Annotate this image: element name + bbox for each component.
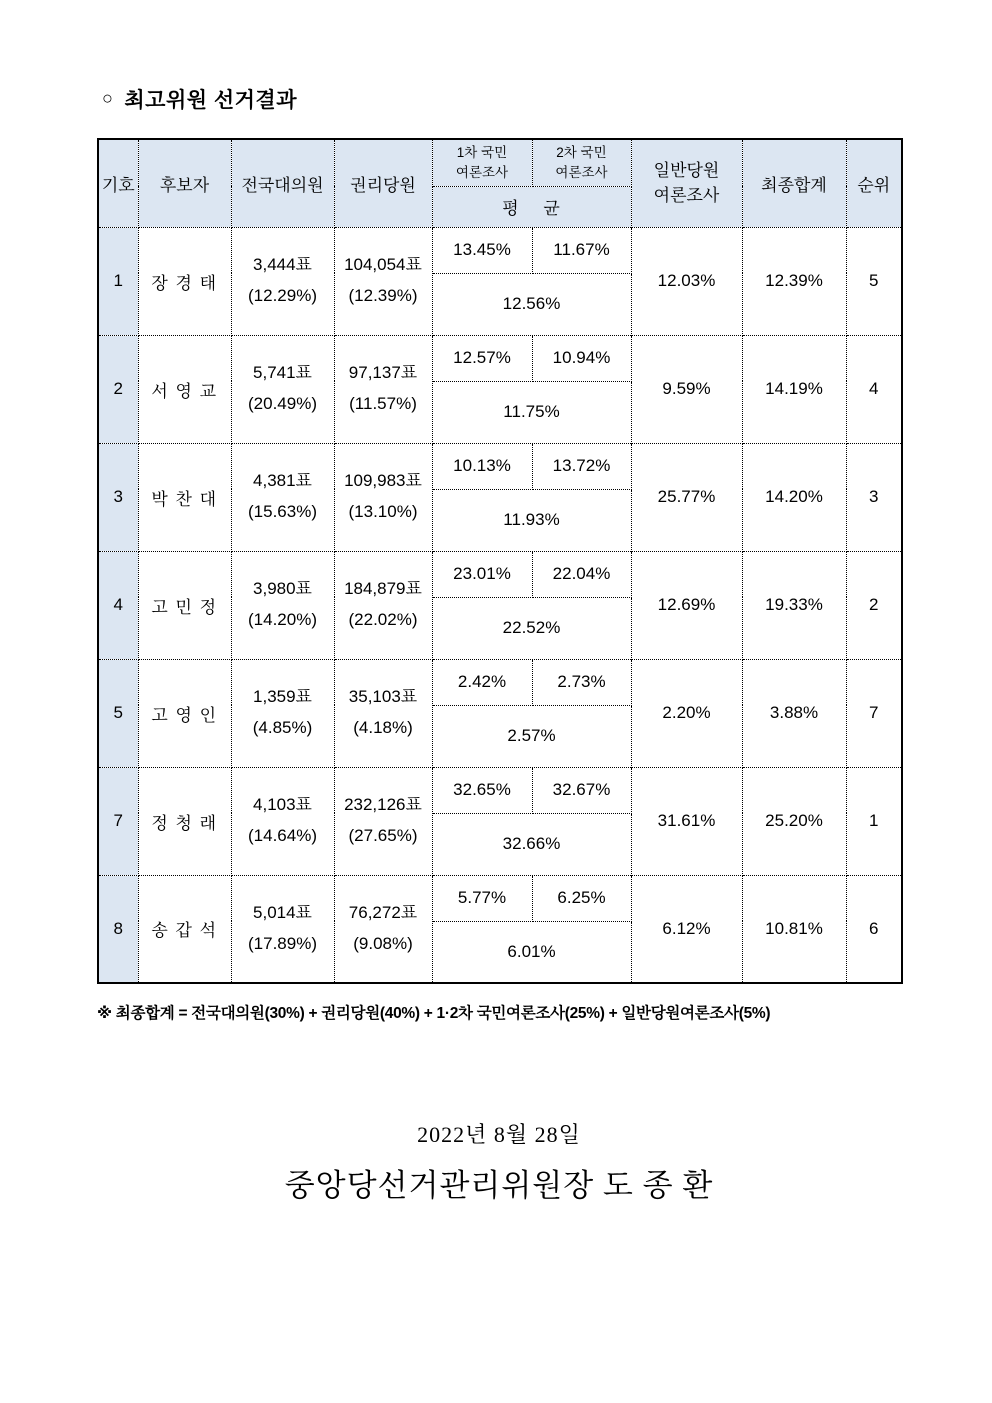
cell-poll-average: 11.75%	[432, 381, 631, 443]
cell-members-line: 184,879표	[344, 579, 422, 599]
cell-delegates-line: (14.64%)	[248, 826, 317, 845]
cell-rank: 4	[846, 335, 902, 443]
cell-members-line: 97,137표	[348, 363, 418, 383]
signature-line: 중앙당선거관리위원장 도 종 환	[284, 1168, 714, 1203]
cell-total: 12.39%	[742, 227, 846, 335]
cell-poll1: 13.45%	[432, 227, 532, 273]
cell-kiho: 2	[98, 335, 138, 443]
col-header-poll1-line: 1차 국민	[456, 144, 508, 160]
cell-poll2: 2.73%	[532, 659, 631, 705]
cell-delegates	[231, 659, 334, 767]
col-header-poll2-line: 여론조사	[555, 164, 608, 180]
cell-delegates-line: (20.49%)	[248, 394, 317, 413]
cell-poll-average: 32.66%	[432, 813, 631, 875]
table-row	[98, 443, 902, 489]
footnote: ※ 최종합계 = 전국대의원(30%) + 권리당원(40%) + 1·2차 국민여론조사(25%) + 일반당원여론조사(5%)	[97, 1005, 771, 1022]
cell-general: 12.69%	[631, 551, 742, 659]
col-header-poll1-line: 여론조사	[455, 164, 509, 180]
table-header	[98, 139, 902, 227]
table-row	[98, 767, 902, 813]
col-header-members: 권리당원	[334, 139, 432, 227]
table-body	[98, 227, 902, 983]
circle-bullet-icon: ○	[102, 87, 114, 108]
col-header-candidate: 후보자	[138, 139, 231, 227]
cell-delegates-line: (12.29%)	[248, 286, 317, 305]
cell-general: 2.20%	[631, 659, 742, 767]
col-header-kiho: 기호	[98, 139, 138, 227]
col-header-general	[631, 139, 742, 227]
col-header-delegates: 전국대의원	[231, 139, 334, 227]
col-header-poll1	[432, 139, 532, 186]
cell-candidate: 장 경 태	[138, 227, 231, 335]
cell-rank: 3	[846, 443, 902, 551]
cell-delegates	[231, 443, 334, 551]
cell-rank: 7	[846, 659, 902, 767]
cell-members-line: (12.39%)	[348, 286, 418, 305]
cell-poll2: 32.67%	[532, 767, 631, 813]
cell-members-line: (13.10%)	[348, 502, 418, 521]
cell-poll1: 12.57%	[432, 335, 532, 381]
cell-poll-average: 22.52%	[432, 597, 631, 659]
cell-kiho: 5	[98, 659, 138, 767]
cell-delegates	[231, 875, 334, 983]
cell-poll2: 6.25%	[532, 875, 631, 921]
cell-candidate: 서 영 교	[138, 335, 231, 443]
col-header-poll2-line: 2차 국민	[556, 144, 607, 160]
cell-candidate: 송 갑 석	[138, 875, 231, 983]
cell-delegates-line: 1,359표	[253, 687, 312, 707]
cell-poll2: 13.72%	[532, 443, 631, 489]
cell-poll2: 10.94%	[532, 335, 631, 381]
cell-delegates	[231, 551, 334, 659]
col-header-average: 평 균	[432, 186, 631, 227]
cell-delegates	[231, 227, 334, 335]
cell-members-line: (22.02%)	[348, 610, 418, 629]
cell-delegates-line: (14.20%)	[248, 610, 317, 629]
table-row	[98, 551, 902, 597]
cell-rank: 1	[846, 767, 902, 875]
header-row-1	[98, 139, 902, 186]
cell-members-line: 35,103표	[348, 687, 418, 707]
col-header-poll2	[532, 139, 631, 186]
table-row	[98, 875, 902, 921]
cell-members	[334, 335, 432, 443]
cell-poll-average: 2.57%	[432, 705, 631, 767]
cell-general: 31.61%	[631, 767, 742, 875]
cell-poll1: 23.01%	[432, 551, 532, 597]
cell-rank: 2	[846, 551, 902, 659]
cell-kiho: 1	[98, 227, 138, 335]
page-title	[102, 84, 297, 114]
cell-poll-average: 6.01%	[432, 921, 631, 983]
cell-general: 9.59%	[631, 335, 742, 443]
cell-poll1: 5.77%	[432, 875, 532, 921]
cell-total: 14.19%	[742, 335, 846, 443]
cell-members-line: 104,054표	[344, 255, 422, 275]
cell-delegates	[231, 767, 334, 875]
cell-members-line: 109,983표	[344, 471, 422, 491]
cell-members-line: (4.18%)	[353, 718, 413, 737]
cell-total: 25.20%	[742, 767, 846, 875]
cell-members-line: 76,272표	[348, 903, 418, 923]
cell-kiho: 3	[98, 443, 138, 551]
cell-general: 12.03%	[631, 227, 742, 335]
col-header-general-line: 일반당원	[653, 160, 720, 180]
cell-delegates-line: 3,980표	[253, 579, 312, 599]
col-header-total: 최종합계	[742, 139, 846, 227]
cell-total: 14.20%	[742, 443, 846, 551]
cell-delegates	[231, 335, 334, 443]
cell-rank: 5	[846, 227, 902, 335]
closing-block	[97, 1118, 901, 1205]
cell-poll-average: 12.56%	[432, 273, 631, 335]
cell-poll1: 32.65%	[432, 767, 532, 813]
cell-candidate: 정 청 래	[138, 767, 231, 875]
cell-poll2: 22.04%	[532, 551, 631, 597]
cell-general: 25.77%	[631, 443, 742, 551]
cell-poll1: 10.13%	[432, 443, 532, 489]
cell-delegates-line: (15.63%)	[248, 502, 317, 521]
cell-poll1: 2.42%	[432, 659, 532, 705]
cell-rank: 6	[846, 875, 902, 983]
cell-poll-average: 11.93%	[432, 489, 631, 551]
cell-members	[334, 551, 432, 659]
cell-total: 19.33%	[742, 551, 846, 659]
cell-delegates-line: 3,444표	[253, 255, 312, 275]
cell-members-line: (11.57%)	[349, 394, 417, 413]
cell-members	[334, 659, 432, 767]
cell-members-line: (27.65%)	[348, 826, 418, 845]
table-row	[98, 659, 902, 705]
page-title-text: 최고위원 선거결과	[124, 89, 297, 112]
cell-total: 10.81%	[742, 875, 846, 983]
cell-kiho: 4	[98, 551, 138, 659]
table-row	[98, 335, 902, 381]
cell-candidate: 박 찬 대	[138, 443, 231, 551]
cell-delegates-line: 4,103표	[253, 795, 312, 815]
cell-delegates-line: (17.89%)	[248, 933, 317, 953]
cell-members	[334, 875, 432, 983]
cell-members	[334, 767, 432, 875]
cell-kiho: 8	[98, 875, 138, 983]
cell-members	[334, 227, 432, 335]
col-header-rank: 순위	[846, 139, 902, 227]
cell-poll2: 11.67%	[532, 227, 631, 273]
results-table	[97, 138, 903, 984]
cell-total: 3.88%	[742, 659, 846, 767]
cell-delegates-line: 5,014표	[253, 903, 312, 923]
cell-candidate: 고 영 인	[138, 659, 231, 767]
cell-kiho: 7	[98, 767, 138, 875]
cell-members-line: 232,126표	[344, 795, 422, 815]
cell-delegates-line: 5,741표	[253, 363, 312, 383]
cell-candidate: 고 민 정	[138, 551, 231, 659]
cell-members-line: (9.08%)	[353, 933, 413, 953]
table-row	[98, 227, 902, 273]
cell-general: 6.12%	[631, 875, 742, 983]
cell-delegates-line: 4,381표	[253, 471, 312, 491]
cell-delegates-line: (4.85%)	[252, 718, 313, 737]
document-date: 2022년 8월 28일	[417, 1122, 581, 1147]
cell-members	[334, 443, 432, 551]
col-header-general-line: 여론조사	[653, 186, 720, 206]
